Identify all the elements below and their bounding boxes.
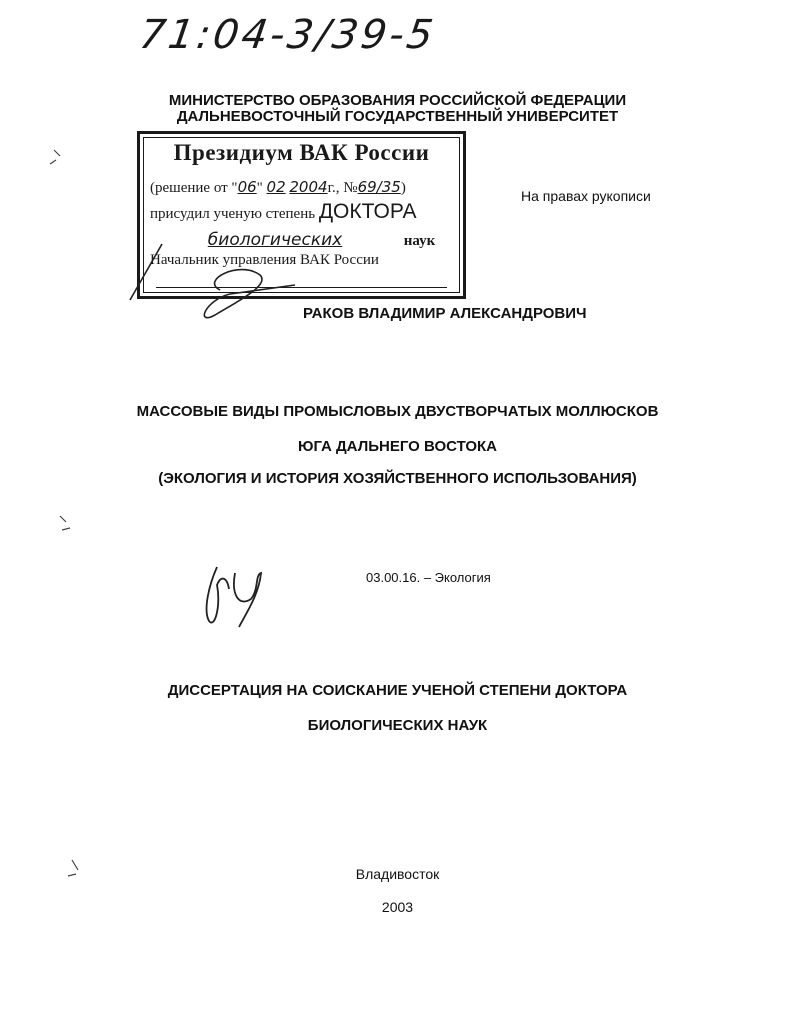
dissertation-line-2: БИОЛОГИЧЕСКИХ НАУК <box>307 717 488 734</box>
stamp-head-line: Начальник управления ВАК России <box>150 252 379 268</box>
decision-mid: " <box>256 180 263 196</box>
decision-year: 2004 <box>289 178 328 196</box>
author-name: РАКОВ ВЛАДИМИР АЛЕКСАНДРОВИЧ <box>303 305 587 322</box>
stamp-signature <box>120 230 310 330</box>
initials-signature <box>195 555 270 635</box>
title-line-3: (ЭКОЛОГИЯ И ИСТОРИЯ ХОЗЯЙСТВЕННОГО ИСПОЛЬЗОВАНИЯ) <box>158 470 637 487</box>
stamp-awarded-line <box>150 200 416 224</box>
decision-day: 06 <box>237 178 257 196</box>
decision-suffix: ) <box>400 180 406 196</box>
scan-marks <box>40 140 80 880</box>
university-heading: ДАЛЬНЕВОСТОЧНЫЙ ГОСУДАРСТВЕННЫЙ УНИВЕРСИТЕТ <box>176 108 619 125</box>
awarded-degree: ДОКТОРА <box>318 200 417 223</box>
archive-number: 71:04-3/39-5 <box>136 12 439 58</box>
decision-month: 02 <box>266 178 286 196</box>
decision-prefix: (решение от " <box>150 180 238 196</box>
decision-no-prefix: г., № <box>327 180 358 196</box>
manuscript-rights: На правах рукописи <box>521 188 651 204</box>
decision-number: 69/35 <box>357 178 401 196</box>
stamp-decision-line <box>150 178 406 197</box>
specialty-code: 03.00.16. – Экология <box>366 570 491 585</box>
science-suffix: наук <box>403 233 436 249</box>
stamp-title: Президиум ВАК России <box>173 140 430 165</box>
science-field: биологических <box>207 230 343 250</box>
year: 2003 <box>381 899 414 915</box>
dissertation-line-1: ДИССЕРТАЦИЯ НА СОИСКАНИЕ УЧЕНОЙ СТЕПЕНИ ДОКТОРА <box>167 682 628 699</box>
title-line-2: ЮГА ДАЛЬНЕГО ВОСТОКА <box>297 438 498 455</box>
ministry-heading: МИНИСТЕРСТВО ОБРАЗОВАНИЯ РОССИЙСКОЙ ФЕДЕРАЦИИ <box>168 92 627 109</box>
city: Владивосток <box>355 866 440 882</box>
awarded-prefix: присудил ученую степень <box>150 206 316 222</box>
title-line-1: МАССОВЫЕ ВИДЫ ПРОМЫСЛОВЫХ ДВУСТВОРЧАТЫХ МОЛЛЮСКОВ <box>136 403 659 420</box>
